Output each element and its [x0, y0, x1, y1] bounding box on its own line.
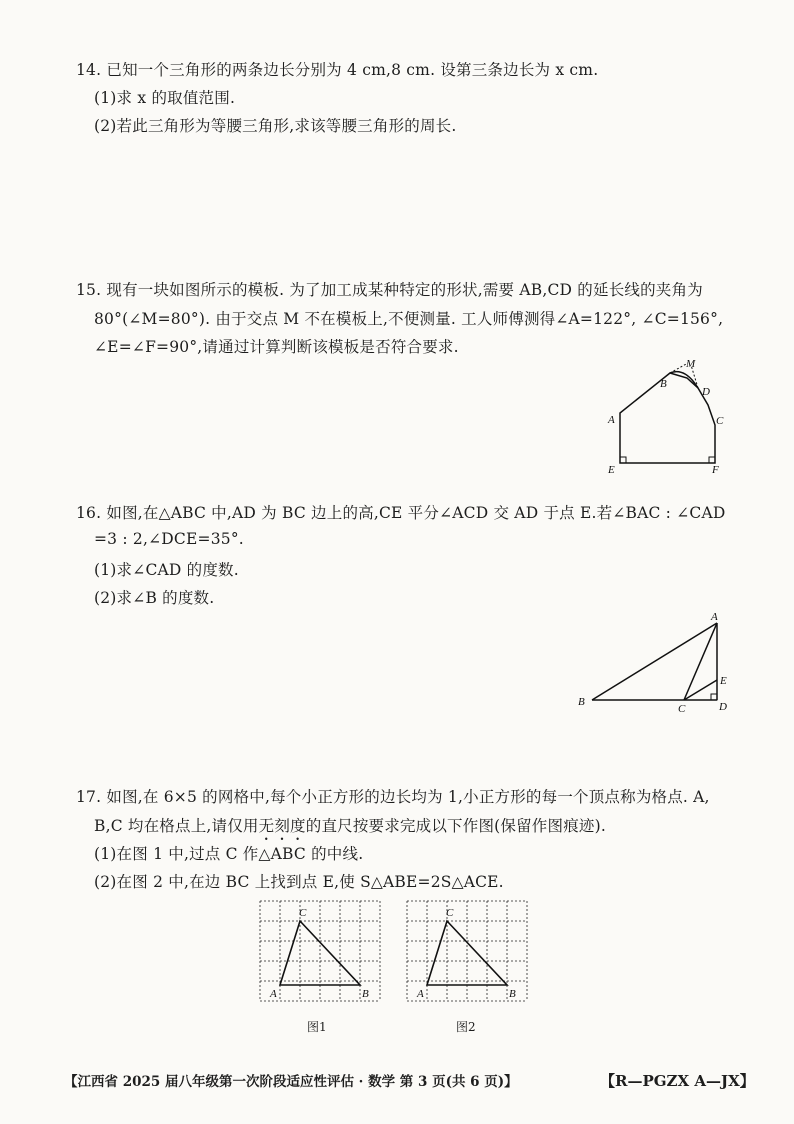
- q17-part2: (2)在图 2 中,在边 BC 上找到点 E,使 S△ABE=2S△ACE.: [94, 873, 504, 891]
- q14-stem: 14. 已知一个三角形的两条边长分别为 4 cm,8 cm. 设第三条边长为 x cm.: [76, 61, 599, 79]
- label-d: D: [702, 386, 710, 398]
- q16-line2: =3 : 2,∠DCE=35°.: [94, 530, 244, 548]
- q17-figure2-grid: [405, 897, 530, 1009]
- q16-part2: (2)求∠B 的度数.: [94, 589, 215, 607]
- label-a: A: [608, 414, 615, 426]
- footer-code: 【R—PGZX A—JX】: [600, 1072, 755, 1090]
- q17-line2-post: 的直尺按要求完成以下作图(保留作图痕迹).: [305, 817, 606, 835]
- q16-part1: (1)求∠CAD 的度数.: [94, 561, 239, 579]
- q16-line1: 16. 如图,在△ABC 中,AD 为 BC 边上的高,CE 平分∠ACD 交 AD 于点 E.若∠BAC : ∠CAD: [76, 504, 726, 522]
- q17-line1: 17. 如图,在 6×5 的网格中,每个小正方形的边长均为 1,小正方形的每一个顶点称为格点. A,: [76, 788, 710, 806]
- label-b: B: [509, 988, 516, 1000]
- label-b: B: [362, 988, 369, 1000]
- label-a: A: [711, 611, 718, 623]
- right-angle-f: [709, 457, 715, 463]
- label-a: A: [270, 988, 277, 1000]
- label-e: E: [608, 464, 615, 476]
- grid-lines: [407, 901, 527, 1001]
- q14-part1: (1)求 x 的取值范围.: [94, 89, 236, 107]
- q15-line2: 80°(∠M=80°). 由于交点 M 不在模板上,不便测量. 工人师傅测得∠A=122°, ∠C=156°,: [94, 310, 724, 328]
- template-outline: [620, 373, 715, 463]
- q17-figure1-grid: [258, 897, 383, 1009]
- segment-ac: [684, 623, 717, 700]
- label-c: C: [678, 703, 686, 715]
- q14-part2: (2)若此三角形为等腰三角形,求该等腰三角形的周长.: [94, 117, 457, 135]
- q17-part1: (1)在图 1 中,过点 C 作△ABC 的中线.: [94, 845, 364, 863]
- footer-exam-info: 【江西省 2025 届八年级第一次阶段适应性评估 · 数学 第 3 页(共 6 页)】: [64, 1074, 518, 1090]
- label-e: E: [720, 675, 727, 687]
- grid-lines: [260, 901, 380, 1001]
- q17-emphasis: 无刻度: [258, 817, 306, 835]
- label-f: F: [712, 464, 719, 476]
- q15-line3: ∠E=∠F=90°,请通过计算判断该模板是否符合要求.: [94, 338, 459, 356]
- label-c: C: [446, 907, 454, 919]
- right-angle-d: [711, 694, 717, 700]
- label-m: M: [686, 358, 696, 370]
- right-angle-e: [620, 457, 626, 463]
- q15-line1: 15. 现有一块如图所示的模板. 为了加工成某种特定的形状,需要 AB,CD 的延长线的夹角为: [76, 281, 703, 299]
- label-b: B: [660, 378, 667, 390]
- label-c: C: [299, 907, 307, 919]
- label-c: C: [716, 415, 724, 427]
- figure2-caption: 图2: [456, 1020, 476, 1034]
- segment-ba: [592, 623, 717, 700]
- label-b: B: [578, 696, 585, 708]
- label-d: D: [719, 701, 727, 713]
- q16-triangle-figure: [572, 608, 742, 718]
- q17-line2: [94, 814, 606, 844]
- q17-line2-pre: B,C 均在格点上,请仅用: [94, 817, 259, 835]
- figure1-caption: 图1: [307, 1020, 327, 1034]
- label-a: A: [417, 988, 424, 1000]
- q15-template-figure: [590, 355, 740, 480]
